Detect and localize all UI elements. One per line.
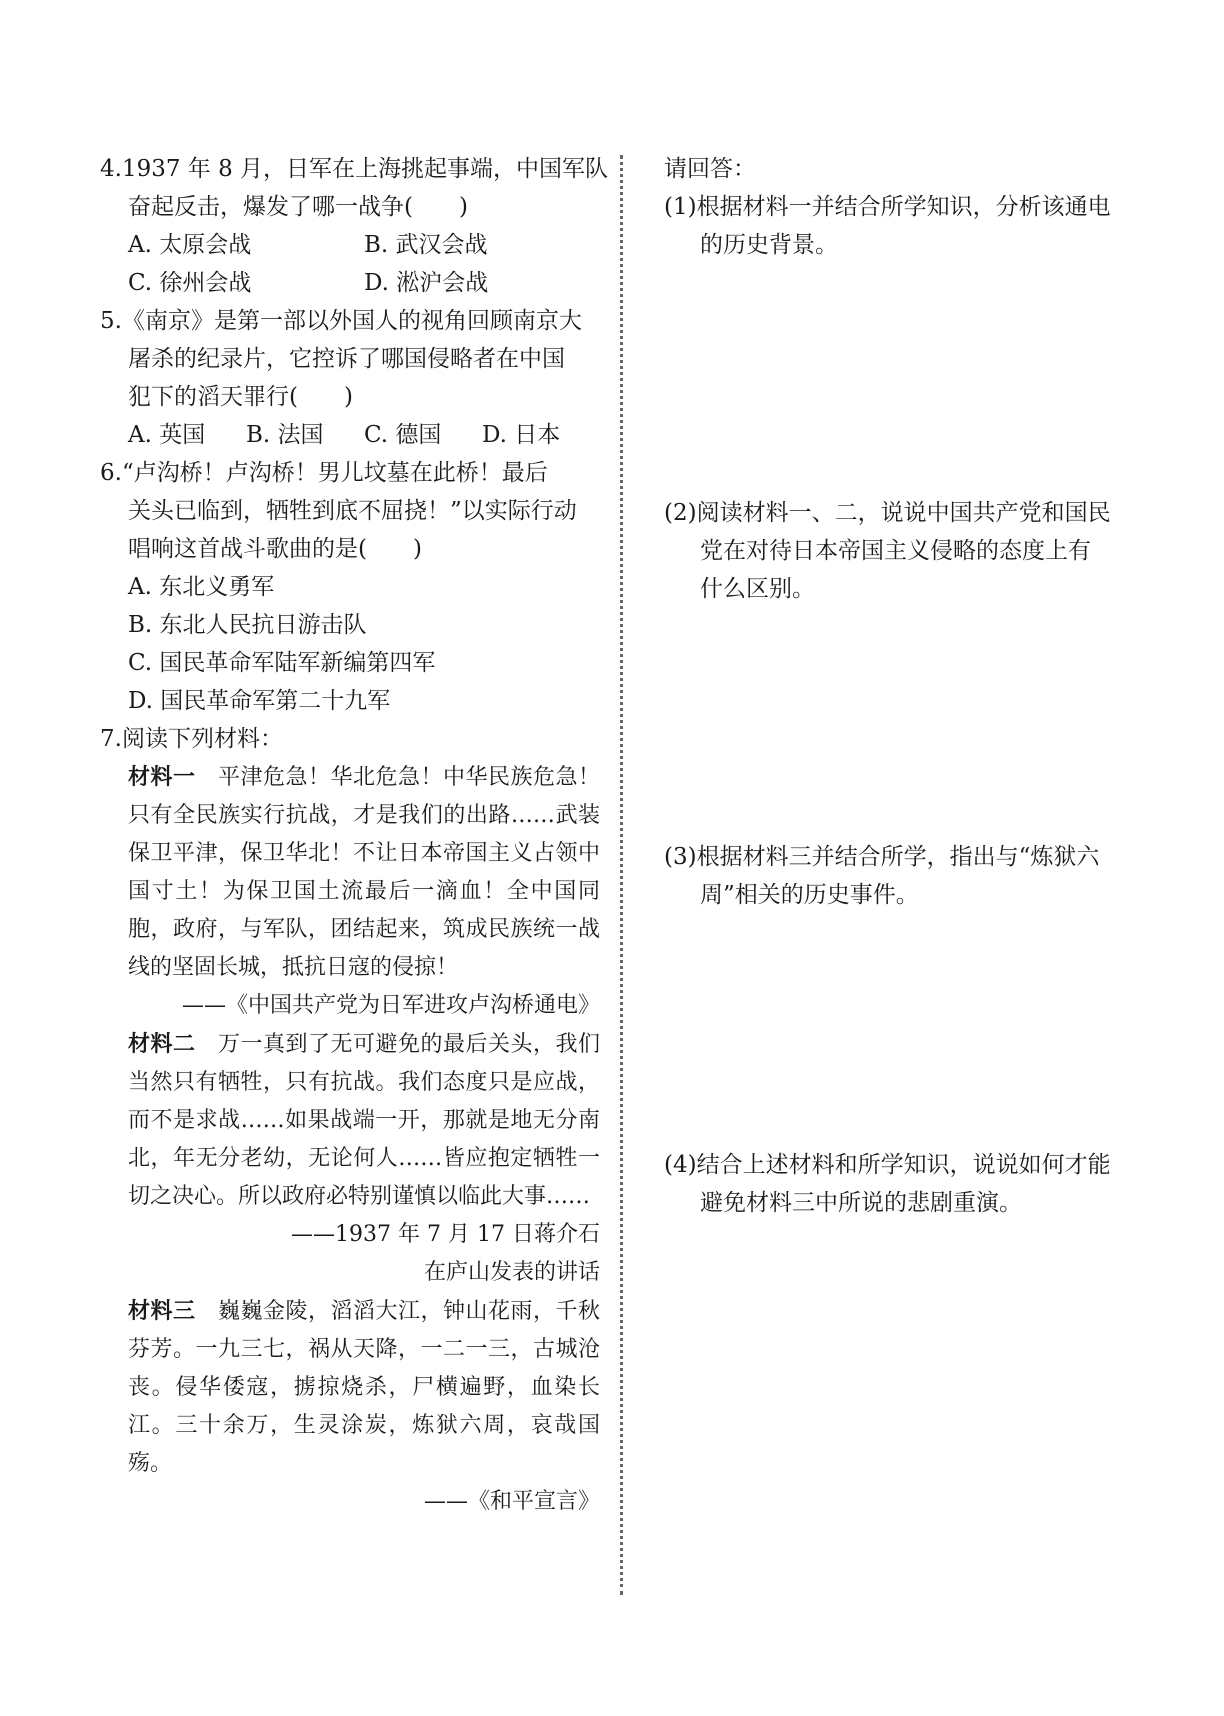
question-5 bbox=[100, 302, 600, 454]
q7-intro: 7.阅读下列材料： bbox=[100, 726, 283, 752]
sub-question-2-line-2: 党在对待日本帝国主义侵略的态度上有 bbox=[700, 538, 1091, 564]
material-1-label: 材料一 bbox=[128, 764, 196, 790]
material-3-text: 巍巍金陵，滔滔大江，钟山花雨，千秋芬芳。一九三七，祸从天降，一二一三，古城沧丧。侵华倭寇，掳掠烧杀，尸横遍野，血染长江。三十余万，生灵涂炭，炼狱六周，哀哉国殇。 bbox=[128, 1299, 600, 1476]
q4-line-1: 4.1937 年 8 月，日军在上海挑起事端，中国军队 bbox=[100, 156, 609, 182]
material-1-text: 平津危急！华北危急！中华民族危急！只有全民族实行抗战，才是我们的出路……武装保卫平津，保卫华北！不让日本帝国主义占领中国寸土！为保卫国土流最后一滴血！全中国同胞，政府，与军队，团结起来，筑成民族统一战线的坚固长城，抵抗日寇的侵掠！ bbox=[128, 765, 600, 980]
q5-option-b: B. 法国 bbox=[246, 422, 324, 448]
question-4 bbox=[100, 150, 609, 302]
material-3 bbox=[100, 1292, 600, 1483]
material-3-source: ——《和平宣言》 bbox=[423, 1489, 600, 1514]
material-2-text: 万一真到了无可避免的最后关头，我们当然只有牺牲，只有抗战。我们态度只是应战，而不是求战……如果战端一开，那就是地无分南北，年无分老幼，无论何人……皆应抱定牺牲一切之决心。所以政府必特别谨慎以临此大事…… bbox=[128, 1032, 600, 1209]
q4-options-row-2 bbox=[100, 264, 600, 302]
q4-option-a: A. 太原会战 bbox=[128, 232, 252, 258]
material-2-source-line-2: 在庐山发表的讲话 bbox=[423, 1260, 600, 1285]
q5-options-row bbox=[100, 416, 600, 454]
sub-question-1-line-1: (1)根据材料一并结合所学知识，分析该通电 bbox=[664, 194, 1111, 220]
material-2 bbox=[100, 1025, 600, 1216]
right-column bbox=[664, 150, 1134, 1222]
q4-line-2: 奋起反击，爆发了哪一战争( ) bbox=[128, 194, 468, 220]
q6-line-1: 6.“卢沟桥！卢沟桥！男儿坟墓在此桥！最后 bbox=[100, 460, 548, 486]
material-1-source: ——《中国共产党为日军进攻卢沟桥通电》 bbox=[181, 993, 600, 1018]
material-3-label: 材料三 bbox=[128, 1298, 196, 1324]
q6-option-d: D. 国民革命军第二十九军 bbox=[128, 688, 391, 714]
q4-option-b: B. 武汉会战 bbox=[364, 232, 488, 258]
sub-question-3-line-1: (3)根据材料三并结合所学，指出与“炼狱六 bbox=[664, 844, 1100, 870]
q5-option-c: C. 德国 bbox=[364, 422, 442, 448]
sub-question-3-line-2: 周”相关的历史事件。 bbox=[700, 882, 919, 908]
question-7 bbox=[100, 720, 600, 1521]
q6-line-2: 关头已临到，牺牲到底不屈挠！”以实际行动 bbox=[128, 498, 577, 524]
sub-question-2-line-1: (2)阅读材料一、二，说说中国共产党和国民 bbox=[664, 500, 1111, 526]
material-2-source-line-1: ——1937 年 7 月 17 日蒋介石 bbox=[291, 1222, 600, 1247]
sub-question-4-line-2: 避免材料三中所说的悲剧重演。 bbox=[700, 1190, 1022, 1216]
q6-option-b: B. 东北人民抗日游击队 bbox=[128, 612, 367, 638]
question-6 bbox=[100, 454, 600, 720]
material-1 bbox=[100, 758, 600, 987]
q4-options-row-1 bbox=[100, 226, 600, 264]
q6-option-c: C. 国民革命军陆军新编第四军 bbox=[128, 650, 436, 676]
q4-option-c: C. 徐州会战 bbox=[128, 270, 252, 296]
column-divider bbox=[620, 155, 623, 1595]
sub-question-2 bbox=[664, 494, 1134, 608]
left-column bbox=[100, 150, 609, 1521]
sub-question-1-line-2: 的历史背景。 bbox=[700, 232, 838, 258]
q5-option-a: A. 英国 bbox=[128, 422, 206, 448]
sub-question-2-line-3: 什么区别。 bbox=[700, 576, 815, 602]
sub-question-4 bbox=[664, 1146, 1134, 1222]
q5-line-1: 5.《南京》是第一部以外国人的视角回顾南京大 bbox=[100, 308, 582, 334]
q4-option-d: D. 淞沪会战 bbox=[364, 270, 489, 296]
q6-line-3: 唱响这首战斗歌曲的是( ) bbox=[128, 536, 422, 562]
q5-line-3: 犯下的滔天罪行( ) bbox=[128, 384, 353, 410]
sub-question-4-line-1: (4)结合上述材料和所学知识，说说如何才能 bbox=[664, 1152, 1111, 1178]
sub-question-1 bbox=[664, 188, 1134, 264]
q5-line-2: 屠杀的纪录片，它控诉了哪国侵略者在中国 bbox=[128, 346, 565, 372]
q5-option-d: D. 日本 bbox=[482, 422, 561, 448]
material-2-label: 材料二 bbox=[128, 1031, 196, 1057]
answer-prompt: 请回答： bbox=[664, 156, 756, 182]
sub-question-3 bbox=[664, 838, 1134, 914]
q6-option-a: A. 东北义勇军 bbox=[128, 574, 275, 600]
